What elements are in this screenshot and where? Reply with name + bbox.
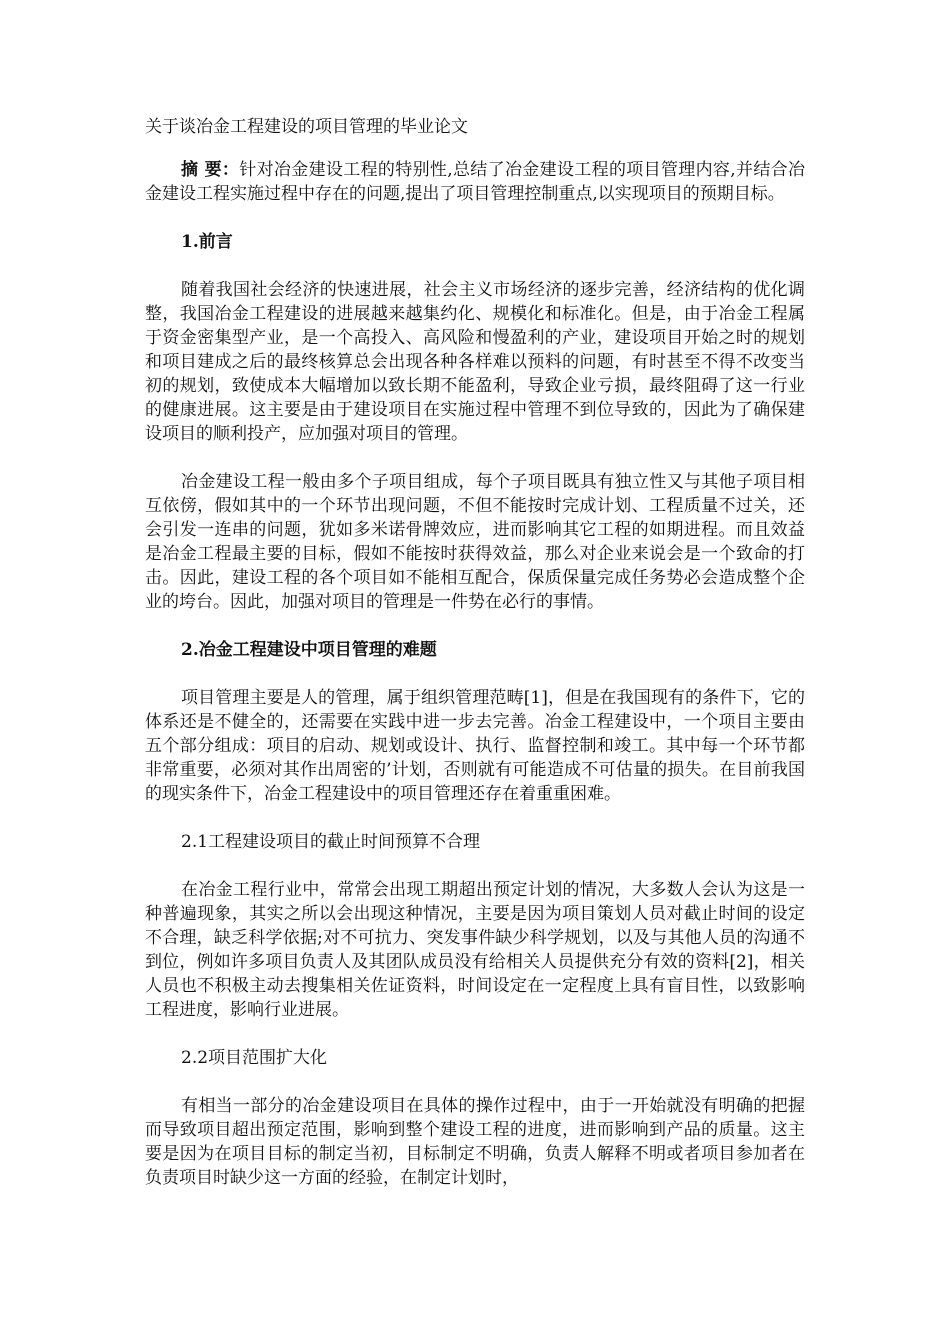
abstract-label: 摘 要： [181,160,240,180]
section-2-1-paragraph: 在冶金工程行业中，常常会出现工期超出预定计划的情况，大多数人会认为这是一种普遍现象，其实之所以会出现这种情况，主要是因为项目策划人员对截止时间的设定不合理，缺乏科学依据;对不可抗力、突发事件缺少科学规划，以及与其他人员的沟通不到位，例如许多项目负责人及其团队成员没有给相关人员提供充分有效的资料[2]，相关人员也不积极主动去搜集相关佐证资料，时间设定在一定程度上具有盲目性，以致影响工程进度，影响行业进展。 [145,880,805,1020]
section-2-paragraph-1: 项目管理主要是人的管理，属于组织管理范畴[1]，但是在我国现有的条件下，它的体系还是不健全的，还需要在实践中进一步去完善。冶金工程建设中，一个项目主要由五个部分组成：项目的启动、规划或设计、执行、监督控制和竣工。其中每一个环节都非常重要，必须对其作出周密的’计划，否则就有可能造成不可估量的损失。在目前我国的现实条件下，冶金工程建设中的项目管理还存在着重重困难。 [145,688,805,804]
section-1-paragraph-1: 随着我国社会经济的快速进展，社会主义市场经济的逐步完善，经济结构的优化调整，我国冶金工程建设的进展越来越集约化、规模化和标准化。但是，由于冶金工程属于资金密集型产业，是一个高投入、高风险和慢盈利的产业，建设项目开始之时的规划和项目建成之后的最终核算总会出现各种各样难以预料的问题，有时甚至不得不改变当初的规划，致使成本大幅增加以致长期不能盈利，导致企业亏损，最终阻碍了这一行业的健康进展。这主要是由于建设项目在实施过程中管理不到位导致的，因此为了确保建设项目的顺利投产，应加强对项目的管理。 [145,280,805,444]
section-2-heading: 2.冶金工程建设中项目管理的难题 [181,640,437,660]
document-title: 关于谈冶金工程建设的项目管理的毕业论文 [145,117,468,137]
document-page [145,115,805,1214]
section-2-2-heading: 2.2项目范围扩大化 [181,1048,328,1068]
section-1-heading: 1.前言 [181,232,233,252]
abstract-paragraph [145,158,805,206]
section-1-paragraph-2: 冶金建设工程一般由多个子项目组成，每个子项目既具有独立性又与其他子项目相互依傍，假如其中的一个环节出现问题，不但不能按时完成计划、工程质量不过关，还会引发一连串的问题，犹如多米诺骨牌效应，进而影响其它工程的如期进程。而且效益是冶金工程最主要的目标，假如不能按时获得效益，那么对企业来说会是一个致命的打击。因此，建设工程的各个项目如不能相互配合，保质保量完成任务势必会造成整个企业的垮台。因此，加强对项目的管理是一件势在必行的事情。 [145,472,805,612]
section-2-1-heading: 2.1工程建设项目的截止时间预算不合理 [181,832,481,852]
section-2-2-paragraph: 有相当一部分的冶金建设项目在具体的操作过程中，由于一开始就没有明确的把握而导致项目超出预定范围，影响到整个建设工程的进度，进而影响到产品的质量。这主要是因为在项目目标的制定当初，目标制定不明确，负责人解释不明或者项目参加者在负责项目时缺少这一方面的经验，在制定计划时， [145,1096,805,1188]
abstract-text: 针对冶金建设工程的特别性,总结了冶金建设工程的项目管理内容,并结合冶金建设工程实施过程中存在的问题,提出了项目管理控制重点,以实现项目的预期目标。 [145,160,805,204]
